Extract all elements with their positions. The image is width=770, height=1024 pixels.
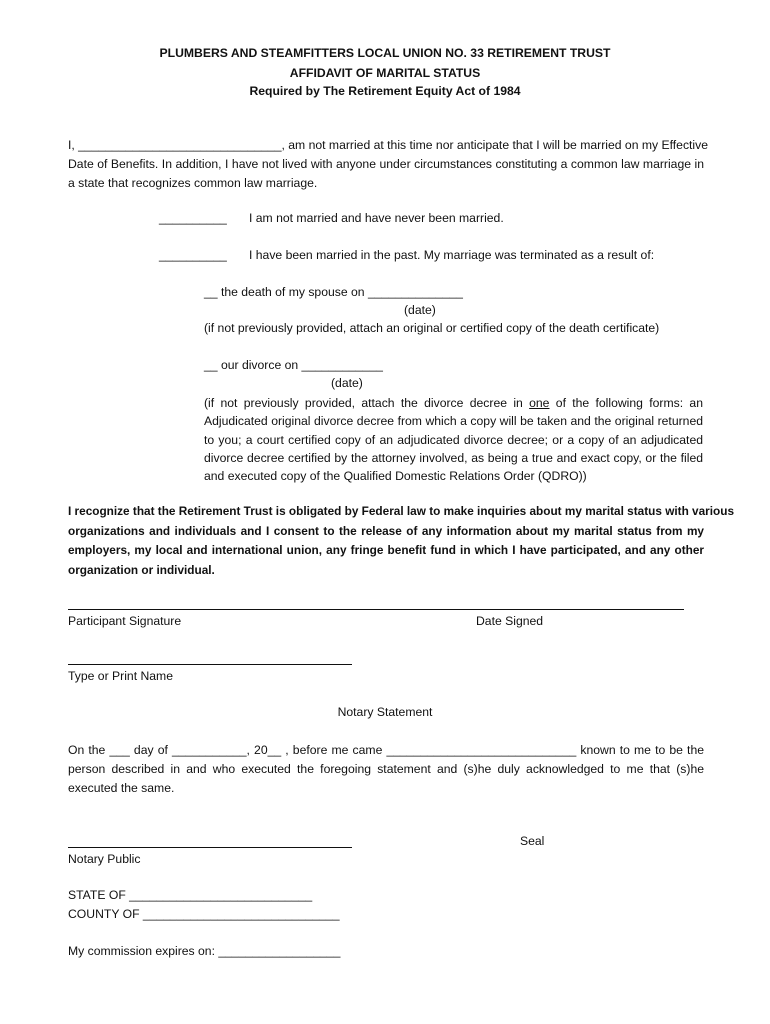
consent-line-4: organization or individual. [68,562,215,577]
emphasis-one: one [529,396,550,410]
intro-line-1: I, ______________________________, am not married at this time nor anticipate that I will be married on my Effective [68,138,709,152]
option2-blank[interactable]: __________ [159,248,227,262]
death-date-label: (date) [404,303,436,317]
participant-signature-label: Participant Signature [68,614,182,628]
divorce-note-line-1: (if not previously provided, attach the divorce decree in one of the following forms: an [204,396,703,410]
notary-public-signature-line[interactable] [68,847,352,848]
intro-line-3: a state that recognizes common law marriage. [68,176,318,190]
print-name-line[interactable] [68,664,352,665]
option2-text: I have been married in the past. My marriage was terminated as a result of: [249,248,655,262]
date-signed-label: Date Signed [476,614,544,628]
document-title: PLUMBERS AND STEAMFITTERS LOCAL UNION NO. 33 RETIREMENT TRUST [159,46,611,60]
consent-line-2: organizations and individuals and I consent to the release of any information about my marital status from my [68,523,704,538]
document-act-reference: Required by The Retirement Equity Act of 1984 [249,84,521,98]
divorce-option-line[interactable]: __ our divorce on ____________ [204,358,383,372]
consent-line-1: I recognize that the Retirement Trust is obligated by Federal law to make inquiries about my marital status with various [68,504,735,518]
intro-paragraph [68,136,709,193]
divorce-date-label: (date) [331,376,363,390]
intro-line-2: Date of Benefits. In addition, I have not lived with anyone under circumstances constituting a common law marriage in [68,157,704,171]
death-option-line[interactable]: __ the death of my spouse on ______________ [204,285,463,299]
consent-paragraph [68,502,735,580]
county-of-field[interactable]: COUNTY OF _____________________________ [68,907,340,921]
death-certificate-note: (if not previously provided, attach an original or certified copy of the death certificate) [204,321,660,335]
seal-label: Seal [520,834,545,848]
participant-signature-line[interactable] [68,609,684,610]
document-subtitle: AFFIDAVIT OF MARITAL STATUS [289,66,481,80]
notary-statement-title: Notary Statement [337,705,433,719]
divorce-decree-note [204,394,703,485]
divorce-note-line-5: and executed copy of the Qualified Domestic Relations Order (QDRO)) [204,469,587,484]
state-of-field[interactable]: STATE OF ___________________________ [68,888,313,902]
notary-paragraph [68,741,704,798]
notary-public-label: Notary Public [68,852,141,866]
option1-text: I am not married and have never been married. [249,211,504,225]
commission-expires-field[interactable]: My commission expires on: __________________ [68,944,341,958]
notary-line-2: person described in and who executed the foregoing statement and (s)he duly acknowledged to me that (s)he [68,762,704,776]
divorce-note-line-2: Adjudicated original divorce decree from which a copy will be taken and the original returned [204,414,703,429]
consent-line-3: employers, my local and international union, any fringe benefit fund in which I have participated, and any other [68,543,704,557]
option1-blank[interactable]: __________ [159,211,227,225]
print-name-label: Type or Print Name [68,669,173,683]
notary-line-3: executed the same. [68,781,175,795]
divorce-note-line-3: to you; a court certified copy of an adjudicated divorce decree; or a copy of an adjudicated [204,432,703,447]
divorce-note-line-4: divorce decree certified by the attorney involved, as being a true and exact copy, or the filed [204,450,703,465]
notary-line-1: On the ___ day of ___________, 20__ , before me came ____________________________ known to me to be the [68,743,704,757]
